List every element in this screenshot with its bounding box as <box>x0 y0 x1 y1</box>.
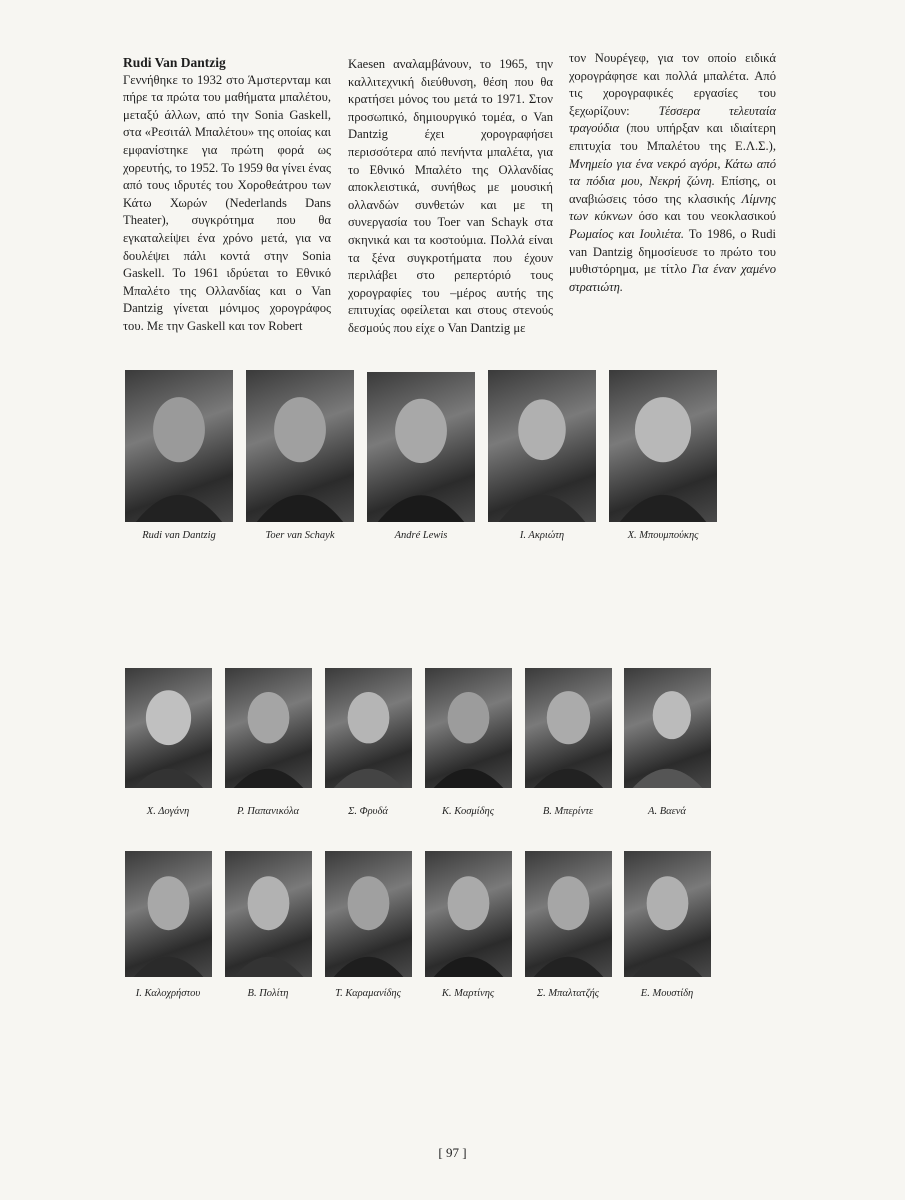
page-number: [ 97 ] <box>438 1145 467 1160</box>
work-title: Ρωμαίος και Ιουλιέτα. <box>569 226 685 241</box>
portrait-photo <box>246 370 354 522</box>
portrait-photo <box>125 370 233 522</box>
column-3-text: (που υπήρξαν και ιδιαίτερη επιτυχία του Μπαλέτου της Ε.Λ.Σ.), <box>569 121 776 153</box>
article-heading: Rudi Van Dantzig <box>123 55 226 70</box>
photo-caption: Τ. Καραμανίδης <box>335 988 401 999</box>
photo-caption: Toer van Schayk <box>265 530 335 541</box>
photo-caption: Ε. Μουστίδη <box>640 988 694 999</box>
portrait-photo <box>425 851 512 977</box>
portrait-photo <box>624 851 711 977</box>
portrait-photo <box>225 851 312 977</box>
portrait-photo <box>325 668 412 788</box>
portrait-photo <box>125 668 212 788</box>
column-3-text: όσο και του νεοκλασικού <box>632 209 776 224</box>
column-2-text: Kaesen αναλαμβάνουν, το 1965, την καλλιτεχνική διεύθυνση, θέση που θα κρατήσει μόνος του μετά το 1971. Στον προσωπικό, δημιουργικό τομέα, ο Van Dantzig έχει χορογραφήσει περισσότερα από πενήντα μπαλέτα, για το Εθνικό Μπαλέτο της Ολλανδίας αποκλειστικά, συνήθως με μουσική ολλανδών συνθετών και με τη συνεργασία του Toer van Schayk στα σκηνικά και τα κοστούμια. Πολλά είναι τα ξένα συγκροτήματα που έχουν περιλάβει στο ρεπερτόριό τους χορογραφίες του –μέρος αυτής της επιτυχίας οφείλεται και στους στενούς δεσμούς που είχε ο Van Dantzig με <box>348 57 553 335</box>
column-3-text: Το 1986, ο Rudi van Dantzig δημοσίευσε το πρώτο του μυθιστόρημα, με τίτλο <box>569 226 776 277</box>
photo-caption: Α. Βαενά <box>648 806 686 817</box>
portrait-photo <box>525 668 612 788</box>
portrait-photo <box>125 851 212 977</box>
column-1-text: Γεννήθηκε το 1932 στο Άμστερνταμ και πήρε τα πρώτα του μαθήματα μπαλέτου, μεταξύ άλλων, από την Sonia Gaskell, στα «Ρεσιτάλ Μπαλέτου» της οποίας και εμφανίστηκε για πρώτη φορά ως χορευτής, το 1952. Το 1959 θα γίνει ένας από τους ιδρυτές του Χοροθεάτρου των Κάτω Χωρών (Nederlands Dans Theater), συγκρότημα που θα εγκαταλείψει ένα χρόνο μετά, για να δουλέψει πάλι κοντά στην Sonia Gaskell. Το 1961 ιδρύεται το Εθνικό Μπαλέτο της Ολλανδίας και ο Van Dantzig γίνεται μόνιμος χορογράφος του. Με την Gaskell και τον Robert <box>123 72 331 333</box>
photo-caption: Χ. Μπουμπούκης <box>627 530 699 541</box>
column-3-text: Επίσης, οι αναβιώσεις τόσο της κλασικής <box>569 174 776 206</box>
photo-caption: Σ. Μπαλτατζής <box>536 988 600 999</box>
photo-caption: Ρ. Παπανικόλα <box>236 806 300 817</box>
text-column-3 <box>569 50 776 296</box>
portrait-photo <box>488 370 596 522</box>
portrait-photo <box>609 370 717 522</box>
novel-title: Για έναν χαμένο στρατιώτη. <box>569 262 776 294</box>
portrait-photo <box>624 668 711 788</box>
portrait-photo <box>525 851 612 977</box>
text-column-2 <box>348 56 553 338</box>
portrait-photo <box>425 668 512 788</box>
photo-caption: Σ. Φρυδά <box>348 806 388 817</box>
work-title: Μνημείο για ένα νεκρό αγόρι, Κάτω από τα πόδια μου, Νεκρή ζώνη. <box>569 156 776 189</box>
photo-caption: Χ. Δογάνη <box>146 806 190 817</box>
photo-caption: Ι. Ακριώτη <box>519 530 565 541</box>
work-title: Τέσσερα τελευταία τραγούδια <box>569 103 776 136</box>
work-title: Λίμνης των κύκνων <box>569 191 776 224</box>
photo-caption: Κ. Μαρτίνης <box>441 988 495 999</box>
photo-caption: Ι. Καλοχρήστου <box>135 988 201 999</box>
photo-caption: Β. Πολίτη <box>247 988 289 999</box>
text-column-1 <box>123 54 331 336</box>
portrait-photo <box>367 372 475 522</box>
portrait-photo <box>225 668 312 788</box>
photo-caption: Β. Μπερίντε <box>542 806 594 817</box>
photo-caption: Rudi van Dantzig <box>142 530 216 541</box>
photo-caption: Κ. Κοσμίδης <box>442 806 494 817</box>
photo-caption: André Lewis <box>394 530 448 541</box>
portrait-photo <box>325 851 412 977</box>
column-3-text: τον Νουρέγεφ, για τον οποίο ειδικά χορογράφησε και πολλά μπαλέτα. Από τις χορογραφικές εργασίες του ξεχωρίζουν: <box>569 51 776 118</box>
